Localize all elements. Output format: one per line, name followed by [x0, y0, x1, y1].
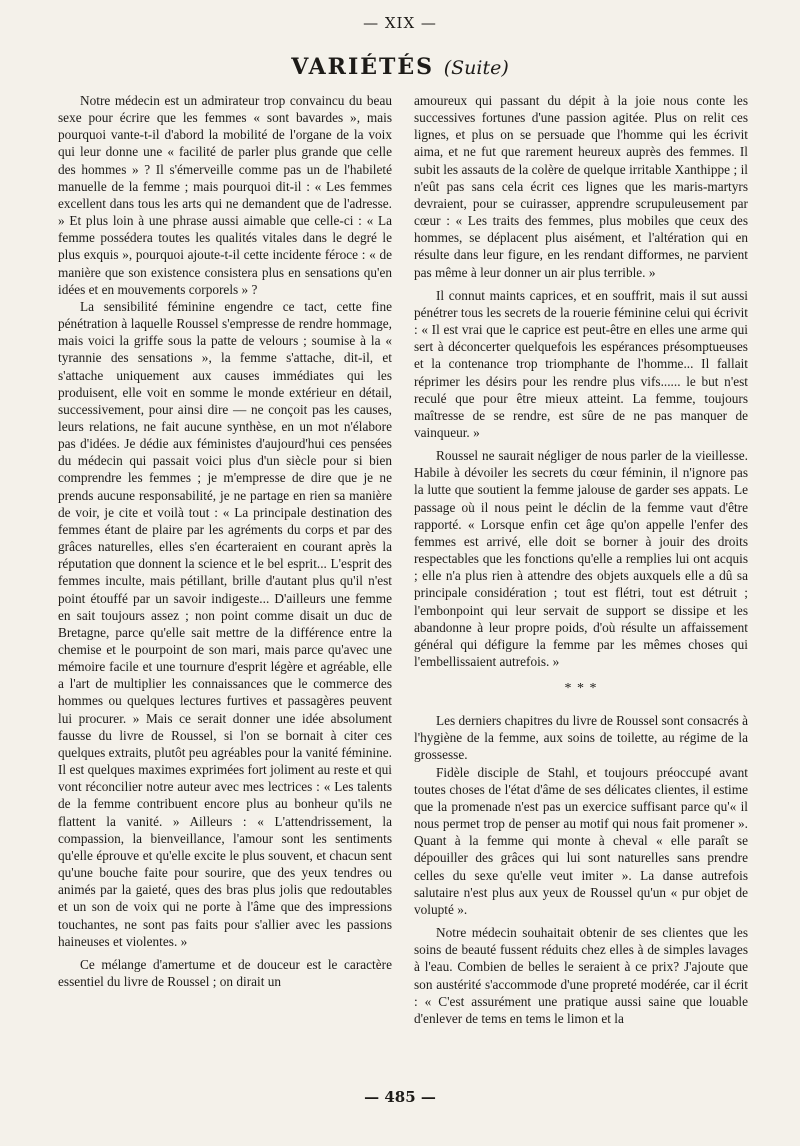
paragraph: amoureux qui passant du dépit à la joie nous conte les successives fortunes d'une passion agitée. Plus on relit ces lignes, et plus on se persuade que l'homme qui les écrivit aima, et ne fut que rarement heureux auprès des femmes. Il subit les assauts de la colère de quelque irritable Xanthippe ; il n'eût pas sans cela écrit ces lignes que les maris-martyrs devraient, pour se cuirasser, apprendre scrupuleusement par cœur : « Les traits des femmes, plus mobiles que ceux des hommes, se déplacent plus aisément, et l'altération qui en résulte dans leur figure, en les rendant difformes, ne parvient pas même à leur donner un air plus terrible. » — [414, 93, 748, 280]
page-number-roman: — XIX — — [363, 14, 437, 32]
paragraph: Fidèle disciple de Stahl, et toujours préoccupé avant toutes choses de l'état d'âme de ses délicates clientes, il estime que la promenade n'est pas un exercice suffisant parce qu'« il nous permet trop de penser au motif qui nous fait promener ». Quant à la femme qui monte à cheval « elle paraît se dépouiller des grâces qui lui sont naturelles sans prendre celles du sexe qu'elle veut imiter ». La danse autrefois salutaire n'est plus aux yeux de Roussel qu'un « pur objet de volupté ». — [414, 764, 748, 917]
paragraph: Il connut maints caprices, et en souffrit, mais il sut aussi pénétrer tous les secrets de la rouerie féminine celui qui écrivit : « Il est vrai que le caprice est peut-être en elles une arme qui sert à déconcerter quelquefois les espérances présomptueuses et la contenance trop triomphante de l'homme... Il fallait réprimer les désirs pour les rendre plus vifs...... le but n'est reculé que pour être mieux atteint. La femme, toujours maîtresse de se rendre, est sûre de ne pas manquer de vainqueur. » — [414, 287, 748, 440]
section-separator: * * * — [564, 681, 598, 697]
section-title — [0, 54, 800, 80]
paragraph: Notre médecin est un admirateur trop convaincu du beau sexe pour écrire que les femmes « sont bavardes », mais pourquoi vante-t-il d'abord la mobilité de l'organe de la voix qui leur donne une « facilité de parler plus grande que celle des hommes » ? Il s'émerveille comme pas un de l'habileté manuelle de la femme ; mais pourquoi dit-il : « Les femmes excellent dans tous les arts qui ne demandent que de l'adresse. » Et plus loin à une phrase aussi aimable que celle-ci : « La femme possédera toutes les qualités vitales dans le degré le plus exquis », pourquoi ajoute-t-il cette incidente féroce : « de manière que son existence consistera plus en sensations qu'en idées et en mouvements corporels » ? — [58, 93, 392, 297]
right-column — [414, 92, 748, 1072]
paragraph: Les derniers chapitres du livre de Roussel sont consacrés à l'hygiène de la femme, aux soins de toilette, au régime de la grossesse. — [414, 713, 749, 763]
section-title-main: VARIÉTÉS — [291, 54, 435, 80]
left-column — [58, 92, 392, 1072]
page-number: — 485 — — [364, 1088, 436, 1106]
paragraph: Roussel ne saurait négliger de nous parler de la vieillesse. Habile à dévoiler les secrets du cœur féminin, il n'ignore pas la lutte que soutient la femme jalouse de garder ses appats. Le passage où il nous peint le déclin de la femme vaut d'être rapporté. « Lorsque enfin cet âge qu'on appelle l'enfer des femmes est arrivé, elle doit se borner à jouir des droits respectables que les fonctions qu'elle a remplies lui ont acquis ; elle n'a plus rien à attendre des objets auxquels elle a dû sa principale considération ; tout est flétri, tout est détruit ; l'embonpoint qui leur servait de support se dissipe et les abandonne à leur propre poids, d'où résulte un affaissement général qui défigure la femme par les mêmes choses qui l'embellissaient autrefois. » — [414, 448, 748, 669]
paragraph: Ce mélange d'amertume et de douceur est le caractère essentiel du livre de Roussel ; on dirait un — [58, 956, 392, 989]
section-title-sub: (Suite) — [443, 57, 509, 79]
article-columns — [58, 92, 748, 1072]
paragraph: La sensibilité féminine engendre ce tact, cette fine pénétration à laquelle Roussel s'empresse de rendre hommage, mais voici la griffe sous la patte de velours ; soumise à la « tyrannie des sensations », la femme s'attache, dit-il, et s'attache uniquement aux causes immédiates qui les produisent, elle voit en somme le monde extérieur en détail, successivement, pour ainsi dire — ne conçoit pas les causes, leurs relations, ne fait aucune synthèse, en un mot n'élabore pas d'idées. Je dédie aux féministes d'aujourd'hui ces pensées du médecin qui passait voici plus d'un siècle pour si bien comprendre les femmes ; je m'empresse de dire que je ne prends aucune responsabilité, je ne partage en rien sa manière de voir, je cite et voilà tout : « La principale destination des femmes étant de plaire par les agréments du corps et par des grâces naturelles, elles s'en écarteraient en courant après la réputation que donnent la science et le bel esprit... L'esprit des femmes inculte, mais pétillant, brille d'autant plus qu'il n'est point étouffé par un savoir indigeste... D'ailleurs une femme en sait toujours assez ; non point comme disait un duc de Bretagne, parce qu'elle sait mettre de la différence entre la chemise et le pourpoint de son mari, mais parce qu'avec une mémoire facile et une tournure d'esprit légère et agréable, elle a l'art de multiplier les connaissances que le commerce des hommes ou quelques lectures furtives et passagères peuvent lui procurer. » Mais ce serait donner une idée absolument fausse du livre de Roussel, si l'on se bornait à citer ces quelques extraits, plutôt peu agréables pour la vanité féminine. Il est quelques maximes exprimées fort joliment au reste et qui vont réconcilier notre auteur avec mes lectrices : « Les talents de la femme contribuent encore plus au bonheur qu'ils ne flattent la vanité. » Ailleurs : « L'attendrissement, la compassion, la bienveillance, l'amour sont les sentiments qu'elle éprouve et qu'elle excite le plus souvent, et chacun sent qu'une bouche faite pour sourire, que des yeux tendres ou animés par la gaieté, ques des bras plus jolis que redoutables et un son de voix qui ne porte à l'âme que des impressions touchantes, ne sont pas faits pour s'allier avec les passions haineuses et violentes. » — [58, 298, 392, 949]
paragraph: Notre médecin souhaitait obtenir de ses clientes que les soins de beauté fussent réduits chez elles à de simples lavages à l'eau. Combien de belles le seraient à ce prix? J'ajoute que son austérité s'accommode d'une propreté modérée, car il écrit : « C'est assurément une pratique aussi saine que louable d'enlever de tems en tems le limon et la — [414, 925, 748, 1026]
